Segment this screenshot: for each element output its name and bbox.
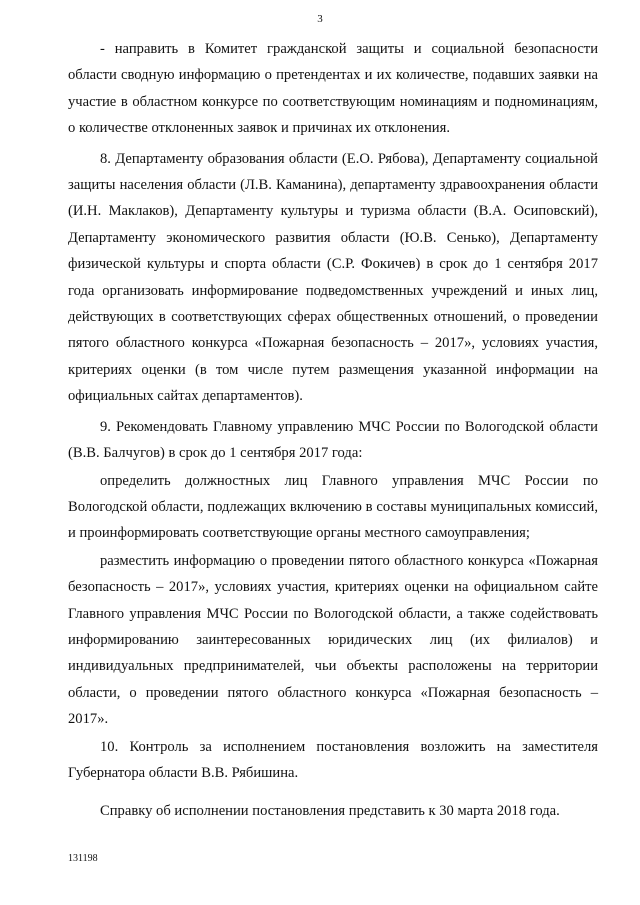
document-code: 131198 xyxy=(68,853,98,864)
page-number: 3 xyxy=(317,13,323,25)
paragraph-submit-info: - направить в Комитет гражданской защиты и социальной безопасности области сводную информацию о претендентах и их количестве, подавших заявки на участие в областном конкурсе по соответствующим номинациям и подноминациям, о количестве отклоненных заявок и причинах их отклонения. xyxy=(68,41,598,137)
paragraph-item-9-define: определить должностных лиц Главного управления МЧС России по Вологодской области, подлежащих включению в составы муниципальных комиссий, и проинформировать соответствующие органы местного самоуправления; xyxy=(68,472,598,542)
paragraph-item-9: 9. Рекомендовать Главному управлению МЧС России по Вологодской области (В.В. Балчугов) в срок до 1 сентября 2017 года: xyxy=(68,418,598,462)
paragraph-item-9-publish: разместить информацию о проведении пятого областного конкурса «Пожарная безопасность – 2017», условиях участия, критериях оценки на официальном сайте Главного управления МЧС России по Вологодской области, а также содействовать информированию заинтересованных юридических лиц (их филиалов) и индивидуальных предпринимателей, чьи объекты расположены на территории области, о проведении пятого областного конкурса «Пожарная безопасность – 2017». xyxy=(68,552,598,728)
paragraph-report: Справку об исполнении постановления представить к 30 марта 2018 года. xyxy=(100,803,560,820)
document-body xyxy=(68,36,598,826)
paragraph-item-10: 10. Контроль за исполнением постановления возложить на заместителя Губернатора области В.В. Рябишина. xyxy=(68,738,598,781)
paragraph-item-8: 8. Департаменту образования области (Е.О. Рябова), Департаменту социальной защиты населения области (Л.В. Каманина), департаменту здравоохранения области (И.Н. Маклаков), Департаменту культуры и туризма области (В.А. Осиповский), Департаменту экономического развития области (Ю.В. Сенько), Департаменту физической культуры и спорта области (С.Р. Фокичев) в срок до 1 сентября 2017 года организовать информирование подведомственных учреждений и иных лиц, действующих в соответствующих сферах общественных отношений, о проведении пятого областного конкурса «Пожарная безопасность – 2017», условиях участия, критериях оценки (в том числе путем размещения указанной информации на официальных сайтах департаментов). xyxy=(68,150,598,405)
